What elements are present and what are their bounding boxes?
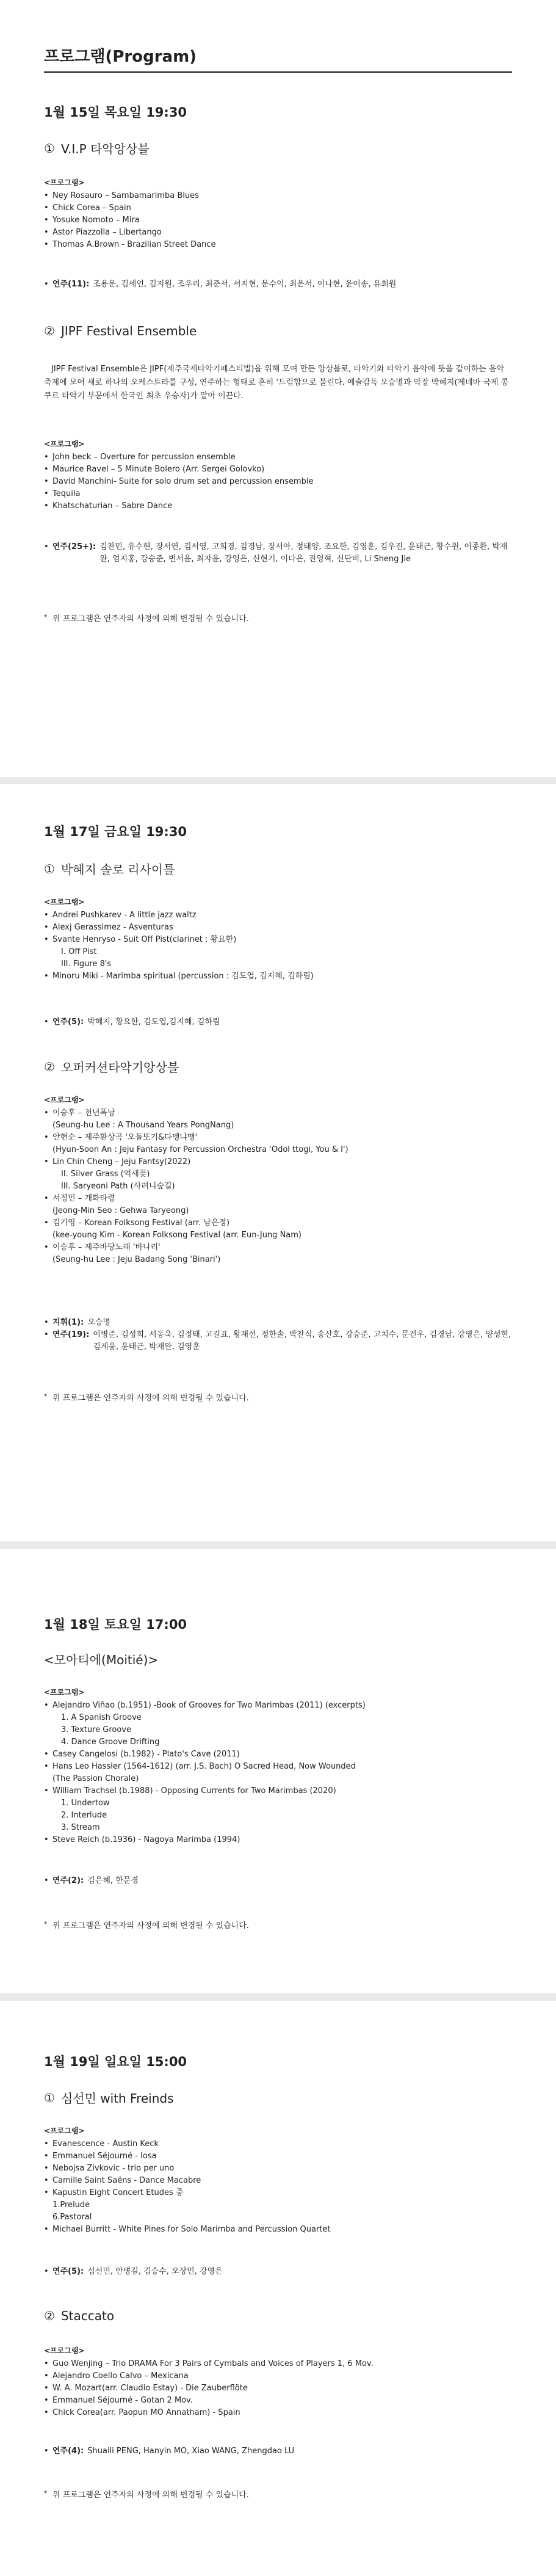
section-number: ① xyxy=(44,2090,55,2105)
conductor-label: 지휘(1): xyxy=(52,1318,84,1327)
performers-list: 이병준, 김성희, 서동욱, 김정태, 고길표, 황재선, 정한솔, 박찬식, 송산호, 강승준, 고치수, 문건우, 김경남, 강영은, 양성현, 김계웅, 윤태근, 박재완, 김영훈 xyxy=(93,1330,511,1352)
list-subitem: (kee-young Kim - Korean Folksong Festival (arr. Eun-Jung Nam) xyxy=(52,1231,301,1240)
section-title xyxy=(44,2089,512,2106)
section-title xyxy=(44,324,512,338)
list-subitem: 1. A Spanish Groove xyxy=(61,1713,142,1722)
conductor-name: 오승명 xyxy=(87,1318,110,1327)
list-item: • Evanescence - Austin Keck xyxy=(44,2139,159,2148)
performers-list: Shuaili PENG, Hanyin MO, Xiao WANG, Zhengdao LU xyxy=(87,2447,295,2456)
section-title xyxy=(44,1650,512,1668)
page-2 xyxy=(0,784,556,1541)
list-item: • 서정민 – 개화타령 xyxy=(44,1194,115,1203)
section-name: V.I.P 타악앙상블 xyxy=(60,142,150,156)
performers-list: 김은혜, 한문경 xyxy=(87,1876,139,1885)
list-item: • Lin Chin Cheng – Jeju Fantsy(2022) xyxy=(44,1157,191,1166)
list-subitem: II. Silver Grass (억새꽃) xyxy=(61,1170,150,1179)
program-label: <프로그램> xyxy=(44,898,85,906)
day-title: 1월 17일 금요일 19:30 xyxy=(44,824,187,839)
performers-label: 연주(4): xyxy=(52,2447,84,2456)
list-item: • Astor Piazzolla – Libertango xyxy=(44,228,162,237)
performers: • 연주(2): 김은혜, 한문경 xyxy=(44,1875,512,1887)
day-title: 1월 18일 토요일 17:00 xyxy=(44,1617,187,1632)
performers-label: 연주(19): xyxy=(52,1330,90,1339)
list-item: • Chick Corea(arr. Paopun MO Annatham) - Spain xyxy=(44,2408,240,2417)
list-subitem: (The Passion Chorale) xyxy=(52,1774,139,1783)
list-item: • Chick Corea – Spain xyxy=(44,203,131,213)
performers: • 연주(5): 심선민, 안병길, 김승수, 오상민, 강영은 xyxy=(44,2266,512,2278)
list-item: • 안현순 – 제주환상곡 '오돌또기&다뎅냐맹' xyxy=(44,1133,198,1142)
program-label: <프로그램> xyxy=(44,178,85,187)
performers-label: 연주(5): xyxy=(52,1017,84,1027)
section-name: 박혜지 솔로 리사이틀 xyxy=(60,862,175,877)
section-number: ① xyxy=(44,140,55,156)
day-title: 1월 19일 일요일 15:00 xyxy=(44,2054,187,2069)
section-number: ② xyxy=(44,324,55,338)
list-item: • Michael Burritt - White Pines for Solo Marimba and Percussion Quartet xyxy=(44,2225,331,2234)
list-item: • David Manchini- Suite for solo drum set and percussion ensemble xyxy=(44,477,314,486)
list-item: • Steve Reich (b.1936) - Nagoya Marimba (1994) xyxy=(44,1835,240,1844)
list-subitem: (Jeong-Min Seo : Gehwa Taryeong) xyxy=(52,1206,189,1215)
performers: • 연주(25+): 김찬민, 유수현, 장서연, 김서영, 고희경, 김경남, 장서아, 정태양, 조요한, 김영훈, 김우진, 윤태근, 황수원, 이종환, 박재완, 엄지홍, 강승준, 변서윤, 최자윤, 강영은, 신현기, 이다은, 진영혁, 신단비, Li Sheng Jie xyxy=(44,541,512,566)
change-notice: * 위 프로그램은 연주자의 사정에 의해 변경될 수 있습니다. xyxy=(44,1393,249,1403)
list-subitem: 2. Interlude xyxy=(61,1811,107,1820)
page-4 xyxy=(0,2001,556,2576)
list-subitem: (Seung-hu Lee : Jeju Badang Song 'Binari') xyxy=(52,1255,221,1264)
conductor: • 지휘(1): 오승명 xyxy=(44,1317,512,1329)
list-item: • Andrei Pushkarev - A little jazz waltz xyxy=(44,911,197,920)
performers: • 연주(11): 조용운, 김세연, 김지원, 조우리, 최준서, 서지현, 문수익, 최은서, 이나현, 윤이송, 유희원 xyxy=(44,278,512,291)
performers-label: 연주(5): xyxy=(52,2267,84,2276)
list-subitem: 4. Dance Groove Drifting xyxy=(61,1737,160,1747)
list-item: • Alexj Gerassimez - Asventuras xyxy=(44,923,173,932)
performers-label: 연주(11): xyxy=(52,280,90,289)
program-list xyxy=(44,909,512,983)
list-item: • Emmanuel Séjourné - Iosa xyxy=(44,2152,157,2161)
list-item: • Khatschaturian – Sabre Dance xyxy=(44,501,173,511)
page-3 xyxy=(0,1549,556,1993)
program-label: <프로그램> xyxy=(44,440,85,448)
list-item: • Thomas A.Brown - Brazilian Street Dance xyxy=(44,240,216,249)
section-title xyxy=(44,2309,512,2323)
page-1 xyxy=(0,0,556,777)
list-item: • Svante Henryso - Suit Off Pist(clarinet : 황요한) xyxy=(44,935,237,944)
list-subitem: 6.Pastoral xyxy=(52,2213,92,2222)
list-subitem: I. Off Pist xyxy=(61,947,97,956)
list-item: • 김기영 – Korean Folksong Festival (arr. 남은정) xyxy=(44,1218,230,1228)
performers-label: 연주(2): xyxy=(52,1876,84,1885)
ensemble-description: JIPF Festival Ensemble은 JIPF(제주국제타악기페스티벌)을 위해 모여 만든 앙상블로, 타악기와 타악기 음악에 뜻을 같이하는 음악 축제에 모여 새로 하나의 오케스트라를 구성, 연주하는 형태로 흔히 '드럼합으로 불린다. 예술감독 오승명과 악장 박혜지(제네바 국제 콩쿠르 타악기 부문에서 한국인 최초 우승자)가 맡아 이끈다. xyxy=(44,365,509,401)
day-title: 1월 15일 목요일 19:30 xyxy=(44,105,187,120)
program-list xyxy=(44,1700,512,1846)
list-item: • Nebojsa Zivkovic - trio per uno xyxy=(44,2164,175,2173)
program-label: <프로그램> xyxy=(44,1096,85,1104)
section-name: 오퍼커션타악기앙상블 xyxy=(60,1060,179,1075)
list-item: • Emmanuel Séjourné - Gotan 2 Mov. xyxy=(44,2396,193,2405)
performers-list: 박혜지, 황요한, 김도엽,김지혜, 김하림 xyxy=(87,1017,220,1027)
section-number: ② xyxy=(44,1059,55,1074)
list-item: • Yosuke Nomoto – Mira xyxy=(44,216,140,225)
list-item: • Alejandro Coello Calvo – Mexicana xyxy=(44,2371,189,2381)
list-item: • William Trachsel (b.1988) - Opposing Currents for Two Marimbas (2020) xyxy=(44,1786,336,1796)
list-subitem: (Hyun-Soon An : Jeju Fantasy for Percussion Orchestra 'Odol ttogi, You & I') xyxy=(52,1145,348,1154)
section-number: ② xyxy=(44,2309,55,2323)
list-subitem: III. Figure 8's xyxy=(61,959,112,969)
list-item: • Maurice Ravel – 5 Minute Bolero (Arr. Sergei Golovko) xyxy=(44,465,265,474)
list-item: • 이승후 – 제주바당노래 '바나리' xyxy=(44,1243,161,1252)
program-list xyxy=(44,2358,512,2419)
list-subitem: III. Saryeoni Path (사려니숲길) xyxy=(61,1182,175,1191)
list-item: • 이승후 – 천년폭낭 xyxy=(44,1108,115,1118)
program-label: <프로그램> xyxy=(44,2346,85,2355)
section-title xyxy=(44,1058,512,1075)
performers-label: 연주(25+): xyxy=(52,542,96,551)
list-item: • Camille Saint Saëns - Dance Macabre xyxy=(44,2176,201,2185)
program-label: <프로그램> xyxy=(44,2127,85,2135)
performers-list: 조용운, 김세연, 김지원, 조우리, 최준서, 서지현, 문수익, 최은서, 이나현, 윤이송, 유희원 xyxy=(93,280,397,289)
section-name: JIPF Festival Ensemble xyxy=(60,324,197,338)
list-item: • W. A. Mozart(arr. Claudio Estay) - Die Zauberflöte xyxy=(44,2384,248,2393)
list-item: • Kapustin Eight Concert Etudes 중 xyxy=(44,2188,184,2197)
list-item: • Guo Wenjing – Trio DRAMA For 3 Pairs of Cymbals and Voices of Players 1, 6 Mov. xyxy=(44,2359,374,2368)
section-name: <모아티에(Moitié)> xyxy=(44,1653,159,1667)
program-list xyxy=(44,451,512,512)
list-subitem: (Seung-hu Lee : A Thousand Years PongNang) xyxy=(52,1121,234,1130)
performers: • 연주(19): 이병준, 김성희, 서동욱, 김정태, 고길표, 황재선, 정한솔, 박찬식, 송산호, 강승준, 고치수, 문건우, 김경남, 강영은, 양성현, 김계웅, 윤태근, 박재완, 김영훈 xyxy=(44,1329,512,1353)
list-item: • Minoru Miki - Marimba spiritual (percussion : 김도엽, 김지혜, 김하림) xyxy=(44,972,314,981)
section-title xyxy=(44,139,512,157)
performers-list: 김찬민, 유수현, 장서연, 김서영, 고희경, 김경남, 장서아, 정태양, 조요한, 김영훈, 김우진, 윤태근, 황수원, 이종환, 박재완, 엄지홍, 강승준, 변서윤, 최자윤, 강영은, 신현기, 이다은, 진영혁, 신단비, Li Sheng Jie xyxy=(99,542,508,564)
list-item: • Casey Cangelosi (b.1982) - Plato's Cave (2011) xyxy=(44,1750,240,1759)
program-list xyxy=(44,2138,512,2236)
list-subitem: 1.Prelude xyxy=(52,2200,90,2210)
section-title xyxy=(44,860,512,878)
list-subitem: 3. Stream xyxy=(61,1823,100,1832)
list-item: • Ney Rosauro – Sambamarimba Blues xyxy=(44,191,199,200)
program-list xyxy=(44,190,512,251)
list-subitem: 1. Undertow xyxy=(61,1799,110,1808)
change-notice: * 위 프로그램은 연주자의 사정에 의해 변경될 수 있습니다. xyxy=(44,2490,249,2500)
performers-list: 심선민, 안병길, 김승수, 오상민, 강영은 xyxy=(87,2267,223,2276)
performers: • 연주(4): Shuaili PENG, Hanyin MO, Xiao WANG, Zhengdao LU xyxy=(44,2445,512,2458)
change-notice: * 위 프로그램은 연주자의 사정에 의해 변경될 수 있습니다. xyxy=(44,1921,249,1930)
list-item: • John beck – Overture for percussion ensemble xyxy=(44,453,236,462)
program-label: <프로그램> xyxy=(44,1688,85,1697)
list-item: • Hans Leo Hassler (1564-1612) (arr. J.S. Bach) O Sacred Head, Now Wounded xyxy=(44,1762,356,1771)
list-subitem: 3. Texture Groove xyxy=(61,1725,131,1734)
section-number: ① xyxy=(44,861,55,876)
program-list xyxy=(44,1107,512,1266)
section-name: 심선민 with Freinds xyxy=(60,2091,174,2106)
section-name: Staccato xyxy=(60,2309,115,2323)
performers: • 연주(5): 박혜지, 황요한, 김도엽,김지혜, 김하림 xyxy=(44,1016,512,1028)
change-notice: * 위 프로그램은 연주자의 사정에 의해 변경될 수 있습니다. xyxy=(44,614,249,624)
page-title: 프로그램(Program) xyxy=(44,44,512,73)
list-item: • Tequila xyxy=(44,489,81,498)
list-item: • Alejandro Viñao (b.1951) -Book of Grooves for Two Marimbas (2011) (excerpts) xyxy=(44,1701,366,1710)
